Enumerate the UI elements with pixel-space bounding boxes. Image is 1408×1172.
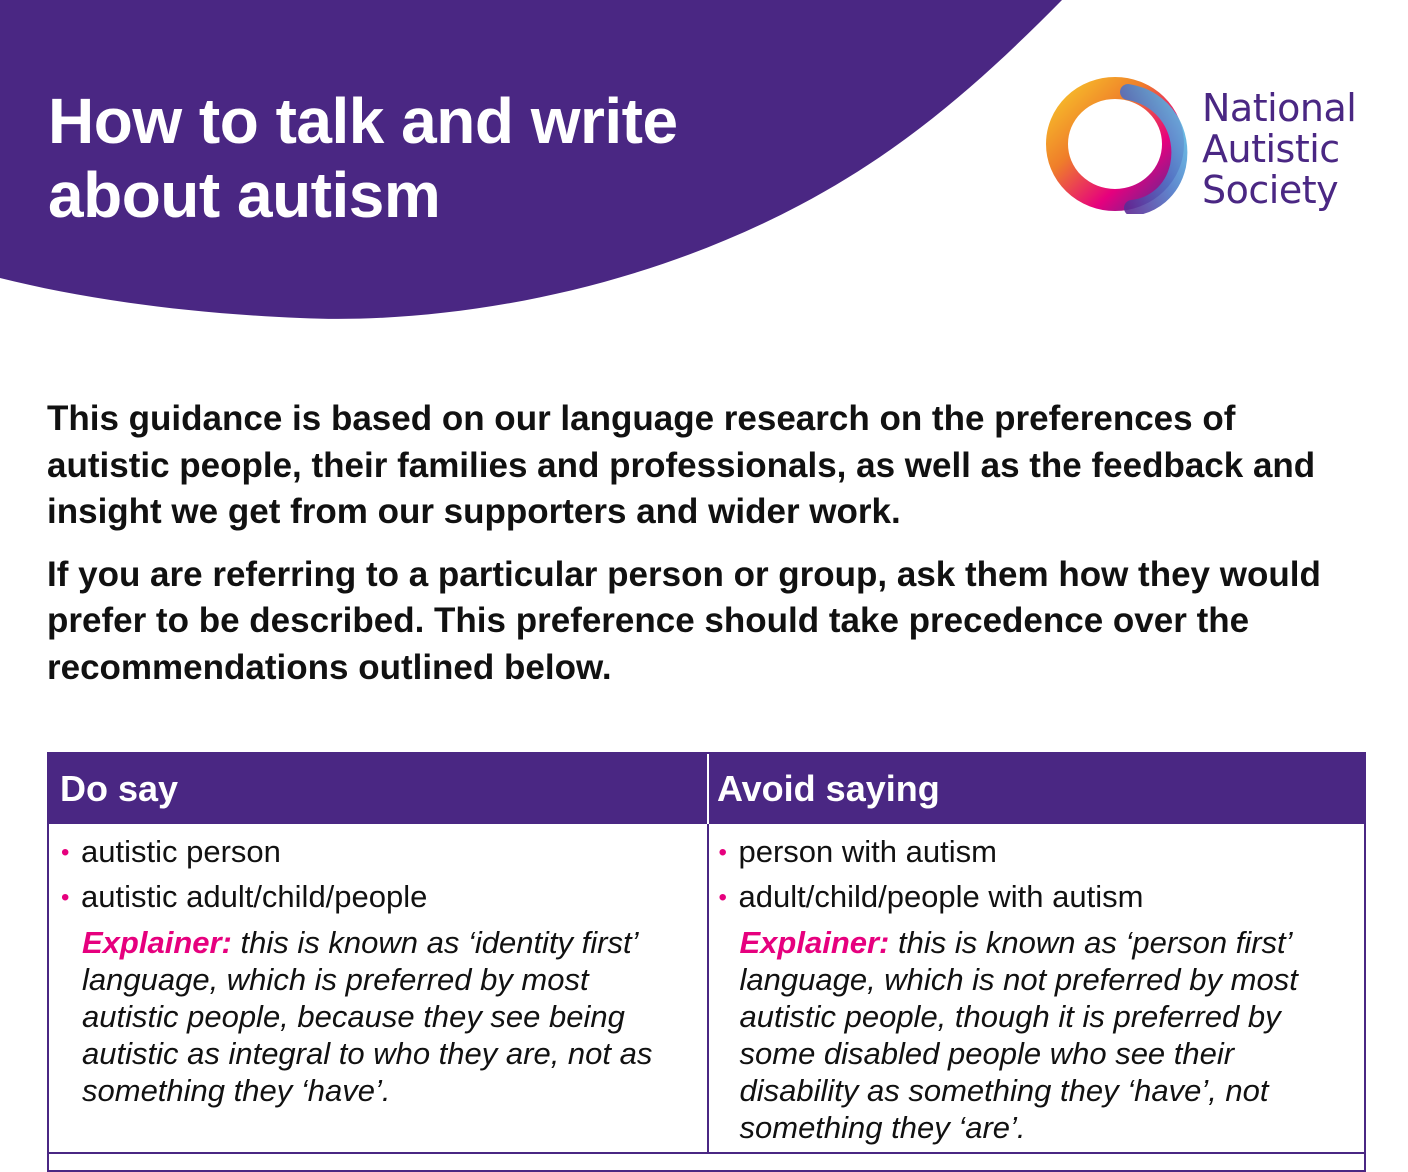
- table-header-row: [49, 754, 1364, 824]
- do-say-term: autistic adult/child/people: [81, 879, 428, 914]
- explainer: [82, 924, 693, 1109]
- explainer-label: Explainer:: [82, 925, 232, 960]
- logo-line-3: Society: [1202, 168, 1339, 212]
- avoid-saying-cell: [707, 824, 1365, 1152]
- list-item: [61, 875, 693, 920]
- list-item: [61, 830, 693, 875]
- bullet-icon: •: [61, 839, 70, 866]
- logo-line-2: Autistic: [1202, 127, 1340, 171]
- national-autistic-society-logo: [1040, 74, 1380, 224]
- logo-line-1: National: [1202, 86, 1357, 130]
- intro-paragraph-2: If you are referring to a particular person or group, ask them how they would prefer to be described. This preference should take precedence over the recommendations outlined below.: [47, 554, 1321, 687]
- avoid-saying-term: person with autism: [738, 834, 997, 869]
- explainer-label: Explainer:: [739, 925, 890, 960]
- list-item: [719, 875, 1351, 920]
- ring-logo-icon: [1040, 74, 1190, 214]
- language-guidance-table: [47, 752, 1366, 1172]
- title-line-2: about autism: [48, 159, 441, 231]
- explainer: [740, 924, 1351, 1146]
- table-row: [49, 824, 1364, 1154]
- page-title: [48, 84, 808, 232]
- logo-wordmark: [1202, 88, 1356, 211]
- column-header-avoid-saying: Avoid saying: [707, 754, 1364, 824]
- do-say-cell: [49, 824, 707, 1152]
- intro-text: [47, 396, 1367, 707]
- explainer-text: this is known as ‘person first’ language, which is not preferred by most autistic people, though it is preferred by some disabled people who see their disability as something they ‘have’, not something they ‘are’.: [739, 925, 1298, 1145]
- do-say-term: autistic person: [81, 834, 281, 869]
- explainer-text: this is known as ‘identity first’ language, which is preferred by most autistic people, because they see being autistic as integral to who they are, not as something they ‘have’.: [82, 925, 653, 1108]
- intro-paragraph-1: This guidance is based on our language research on the preferences of autistic people, their families and professionals, as well as the feedback and insight we get from our supporters and wider work.: [47, 399, 1316, 531]
- avoid-saying-term: adult/child/people with autism: [738, 879, 1144, 914]
- bullet-icon: •: [718, 839, 727, 866]
- bullet-icon: •: [718, 884, 727, 911]
- title-line-1: How to talk and write: [48, 85, 678, 157]
- bullet-icon: •: [61, 884, 70, 911]
- column-header-do-say: Do say: [60, 768, 179, 809]
- list-item: [719, 830, 1351, 875]
